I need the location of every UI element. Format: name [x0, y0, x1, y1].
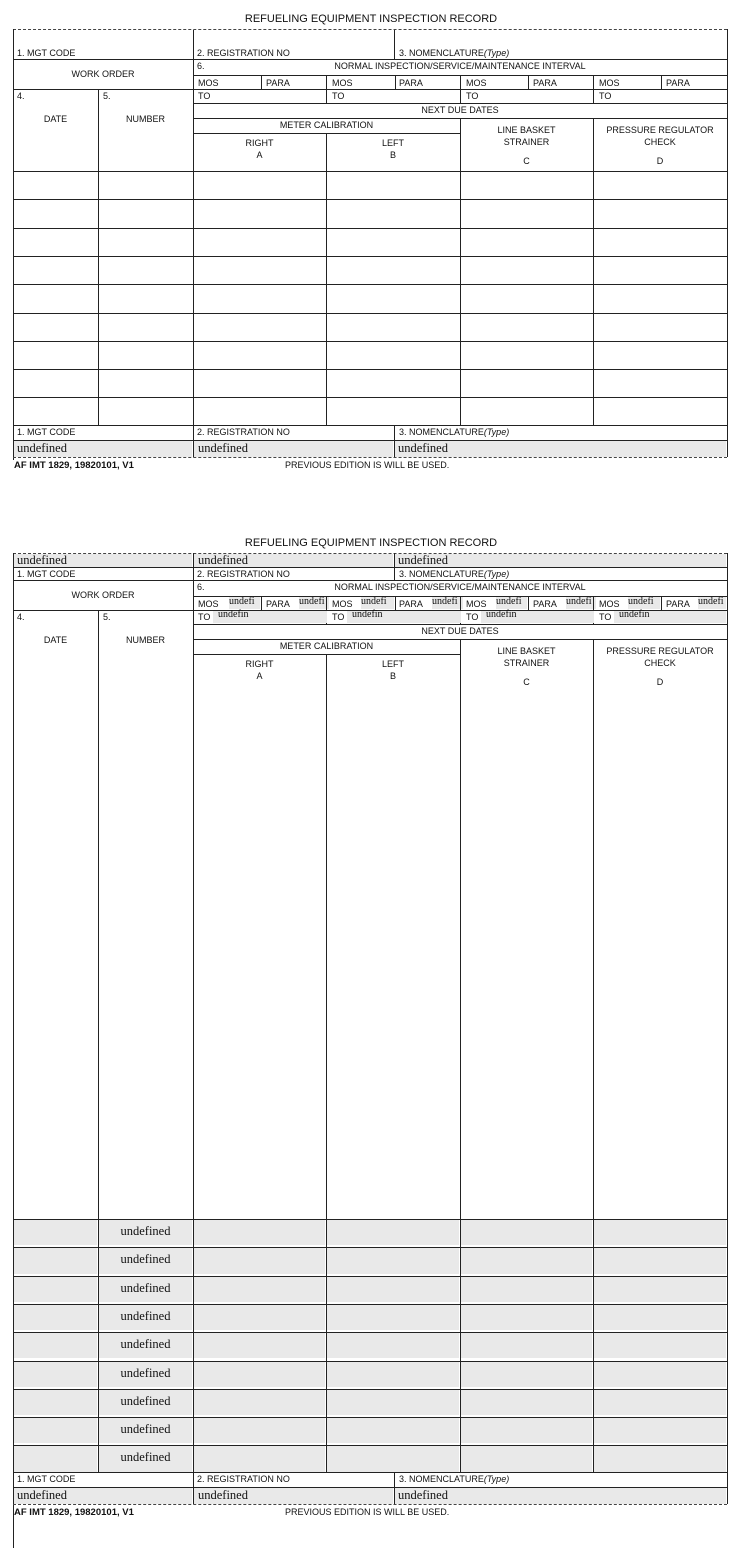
rule-line — [13, 580, 727, 581]
date-field-6[interactable] — [14, 1362, 97, 1387]
left-label: LEFT — [381, 138, 404, 148]
para-label-2: PARA — [399, 599, 423, 609]
rule-line — [13, 1304, 727, 1305]
next-due-label: NEXT DUE DATES — [421, 626, 499, 636]
nomenclature-value: undefined — [398, 553, 448, 567]
rule-line — [13, 369, 727, 370]
left-field-9[interactable] — [327, 1446, 459, 1471]
mos-value-4: undefi — [628, 596, 654, 607]
number-num: 5. — [103, 612, 111, 622]
left-field-2[interactable] — [327, 1248, 459, 1273]
to-label-1: TO — [198, 612, 211, 622]
right-field-4[interactable] — [194, 1305, 325, 1330]
mos-label-3: MOS — [466, 599, 487, 609]
mos-label-4: MOS — [599, 599, 620, 609]
column-line — [593, 75, 594, 103]
date-field-9[interactable] — [14, 1446, 97, 1471]
right-field-7[interactable] — [194, 1390, 325, 1415]
column-line — [395, 75, 396, 89]
bottom-border — [13, 1504, 727, 1505]
rule-line — [13, 228, 727, 229]
next-due-label: NEXT DUE DATES — [421, 105, 499, 115]
para-value-1: undefi — [299, 596, 325, 607]
para-label-2: PARA — [399, 78, 423, 88]
meter-calibration-label: METER CALIBRATION — [279, 120, 374, 130]
rule-line — [13, 284, 727, 285]
line-basket-label-2: STRAINER — [503, 658, 550, 668]
mos-value-3: undefi — [496, 596, 522, 607]
page-title: REFUELING EQUIPMENT INSPECTION RECORD — [244, 537, 498, 549]
to-label-4: TO — [599, 91, 612, 101]
right-label: RIGHT — [245, 138, 274, 148]
mos-label-1: MOS — [198, 78, 219, 88]
edition-note: PREVIOUS EDITION IS WILL BE USED. — [285, 1507, 450, 1517]
nomenclature-label-text: 3. NOMENCLATURE — [399, 569, 484, 579]
bottom-mgt-code-label: 1. MGT CODE — [17, 427, 76, 437]
left-field-4[interactable] — [327, 1305, 459, 1330]
mgt-code-value: undefined — [17, 553, 67, 567]
nomenclature-label — [399, 48, 509, 59]
right-field-5[interactable] — [194, 1333, 325, 1358]
number-label: NUMBER — [125, 114, 165, 124]
left-field-3[interactable] — [327, 1277, 459, 1302]
bottom-mgt-code-value: undefined — [17, 441, 67, 455]
number-value-3: undefined — [120, 1280, 171, 1295]
column-line — [193, 59, 194, 425]
left-label: LEFT — [381, 659, 404, 669]
bottom-registration-value: undefined — [198, 441, 248, 455]
number-num: 5. — [103, 91, 111, 101]
pressure-field-4[interactable] — [594, 1305, 726, 1330]
bottom-nomenclature-hint: (Type) — [483, 1474, 510, 1484]
bottom-registration-label: 2. REGISTRATION NO — [197, 427, 290, 437]
bottom-nomenclature-hint: (Type) — [483, 427, 510, 437]
pressure-regulator-letter: D — [656, 677, 664, 687]
column-line — [460, 118, 461, 425]
para-value-4: undefi — [698, 596, 724, 607]
left-field-5[interactable] — [327, 1333, 459, 1358]
bottom-border — [13, 457, 727, 458]
date-field-5[interactable] — [14, 1333, 97, 1358]
para-label-1: PARA — [266, 78, 290, 88]
para-label-4: PARA — [666, 78, 690, 88]
rule-line — [13, 1332, 727, 1333]
left-field-8[interactable] — [327, 1418, 459, 1443]
mos-label-2: MOS — [332, 78, 353, 88]
bottom-nomenclature-label-text: 3. NOMENCLATURE — [399, 1474, 484, 1484]
date-field-4[interactable] — [14, 1305, 97, 1330]
date-num: 4. — [17, 91, 25, 101]
registration-value: undefined — [198, 553, 248, 567]
pressure-regulator-label: PRESSURE REGULATOR — [606, 125, 714, 135]
column-line — [261, 596, 262, 610]
nomenclature-hint: (Type) — [483, 569, 510, 579]
para-label-3: PARA — [533, 599, 557, 609]
date-num: 4. — [17, 612, 25, 622]
column-line — [460, 75, 461, 103]
column-line — [394, 567, 395, 580]
nomenclature-label — [399, 569, 509, 580]
form-id: AF IMT 1829, 19820101, V1 — [14, 460, 134, 471]
line-basket-field-3[interactable] — [461, 1277, 592, 1302]
date-field-3[interactable] — [14, 1277, 97, 1302]
pressure-regulator-label-2: CHECK — [644, 137, 676, 147]
to-value-2: undefin — [352, 609, 383, 620]
interval-num: 6. — [197, 582, 205, 592]
pressure-field-7[interactable] — [594, 1390, 726, 1415]
meter-calibration-label: METER CALIBRATION — [279, 641, 374, 651]
to-value-4: undefin — [619, 609, 650, 620]
mos-label-4: MOS — [599, 78, 620, 88]
right-field-6[interactable] — [194, 1362, 325, 1387]
number-value-9: undefined — [120, 1450, 171, 1465]
page-title: REFUELING EQUIPMENT INSPECTION RECORD — [244, 13, 498, 25]
mos-label-3: MOS — [466, 78, 487, 88]
pressure-field-6[interactable] — [594, 1362, 726, 1387]
number-value-2: undefined — [120, 1252, 171, 1267]
registration-label: 2. REGISTRATION NO — [197, 48, 290, 58]
number-value-7: undefined — [120, 1393, 171, 1408]
line-basket-field-1[interactable] — [461, 1220, 592, 1245]
date-field-7[interactable] — [14, 1390, 97, 1415]
column-line — [394, 1472, 395, 1504]
number-value-6: undefined — [120, 1365, 171, 1380]
left-border — [13, 29, 14, 457]
number-value-8: undefined — [120, 1422, 171, 1437]
right-field-3[interactable] — [194, 1277, 325, 1302]
bottom-nomenclature-value: undefined — [398, 441, 448, 455]
date-field-8[interactable] — [14, 1418, 97, 1443]
right-field-8[interactable] — [194, 1418, 325, 1443]
rule-line — [13, 1276, 727, 1277]
to-label-4: TO — [599, 612, 612, 622]
rule-line — [13, 256, 727, 257]
left-field-7[interactable] — [327, 1390, 459, 1415]
pressure-field-2[interactable] — [594, 1248, 726, 1273]
right-field-2[interactable] — [194, 1248, 325, 1273]
to-label-1: TO — [198, 91, 211, 101]
bottom-nomenclature-value: undefined — [398, 1488, 448, 1502]
date-field-2[interactable] — [14, 1248, 97, 1273]
form-id: AF IMT 1829, 19820101, V1 — [14, 1507, 134, 1518]
column-line — [661, 596, 662, 610]
to-label-2: TO — [332, 612, 345, 622]
left-letter: B — [389, 150, 396, 160]
mos-value-1: undefi — [229, 596, 255, 607]
right-field-9[interactable] — [194, 1446, 325, 1471]
bottom-registration-value: undefined — [198, 1488, 248, 1502]
to-label-2: TO — [332, 91, 345, 101]
pressure-field-8[interactable] — [594, 1418, 726, 1443]
work-order-label: WORK ORDER — [71, 69, 135, 79]
left-border — [13, 553, 14, 1504]
rule-line — [13, 1445, 727, 1446]
edition-note: PREVIOUS EDITION IS WILL BE USED. — [285, 460, 450, 470]
column-line — [193, 1472, 194, 1504]
mgt-code-label: 1. MGT CODE — [17, 48, 76, 58]
interval-label: NORMAL INSPECTION/SERVICE/MAINTENANCE INTERVAL — [334, 61, 586, 71]
rule-line — [13, 567, 727, 568]
line-basket-field-4[interactable] — [461, 1305, 592, 1330]
bottom-nomenclature-label — [399, 1474, 509, 1485]
date-label: DATE — [43, 114, 68, 124]
column-line — [593, 118, 594, 425]
left-letter: B — [389, 671, 396, 681]
pressure-field-1[interactable] — [594, 1220, 726, 1245]
para-value-3: undefi — [566, 596, 592, 607]
rule-line — [13, 341, 727, 342]
work-order-label: WORK ORDER — [71, 590, 135, 600]
left-field-1[interactable] — [327, 1220, 459, 1245]
rule-line — [13, 199, 727, 200]
pressure-regulator-label: PRESSURE REGULATOR — [606, 646, 714, 656]
pressure-regulator-letter: D — [656, 156, 664, 166]
right-border — [727, 29, 728, 457]
pressure-field-5[interactable] — [594, 1333, 726, 1358]
rule-line — [13, 1417, 727, 1418]
mos-label-2: MOS — [332, 599, 353, 609]
column-line — [326, 133, 327, 425]
para-value-2: undefi — [432, 596, 458, 607]
interval-num: 6. — [197, 61, 205, 71]
column-line — [528, 75, 529, 89]
line-basket-label: LINE BASKET — [497, 646, 556, 656]
para-label-3: PARA — [533, 78, 557, 88]
column-line — [193, 425, 194, 457]
interval-label: NORMAL INSPECTION/SERVICE/MAINTENANCE INTERVAL — [334, 582, 586, 592]
column-line — [193, 567, 194, 580]
column-line — [326, 75, 327, 103]
column-line — [394, 425, 395, 457]
para-label-1: PARA — [266, 599, 290, 609]
rule-line — [13, 59, 727, 60]
top-border — [13, 29, 727, 30]
column-line — [395, 596, 396, 610]
pressure-regulator-label-2: CHECK — [644, 658, 676, 668]
right-border — [727, 553, 728, 1504]
to-value-1: undefin — [218, 609, 249, 620]
line-basket-field-7[interactable] — [461, 1390, 592, 1415]
rule-line — [13, 1472, 727, 1473]
to-label-3: TO — [466, 91, 479, 101]
rule-line — [13, 1361, 727, 1362]
registration-label: 2. REGISTRATION NO — [197, 569, 290, 579]
column-line — [261, 75, 262, 89]
to-label-3: TO — [466, 612, 479, 622]
line-basket-field-8[interactable] — [461, 1418, 592, 1443]
right-field-1[interactable] — [194, 1220, 325, 1245]
column-line — [193, 30, 194, 59]
pressure-field-3[interactable] — [594, 1277, 726, 1302]
right-letter: A — [256, 150, 263, 160]
rule-line — [13, 1247, 727, 1248]
rule-line — [13, 171, 727, 172]
right-letter: A — [256, 671, 263, 681]
to-value-3: undefin — [486, 609, 517, 620]
date-label: DATE — [43, 635, 68, 645]
rule-line — [13, 89, 727, 90]
line-basket-field-2[interactable] — [461, 1248, 592, 1273]
bottom-nomenclature-label-text: 3. NOMENCLATURE — [399, 427, 484, 437]
line-basket-letter: C — [523, 677, 530, 687]
number-value-4: undefined — [120, 1308, 171, 1323]
pressure-field-9[interactable] — [594, 1446, 726, 1471]
number-label: NUMBER — [125, 635, 165, 645]
line-basket-letter: C — [523, 156, 530, 166]
mgt-code-label: 1. MGT CODE — [17, 569, 76, 579]
para-label-4: PARA — [666, 599, 690, 609]
line-basket-label: LINE BASKET — [497, 125, 556, 135]
mos-label-1: MOS — [198, 599, 219, 609]
nomenclature-label-text: 3. NOMENCLATURE — [399, 48, 484, 58]
left-field-6[interactable] — [327, 1362, 459, 1387]
column-line — [98, 89, 99, 425]
rule-line — [193, 103, 727, 104]
rule-line — [13, 425, 727, 426]
bottom-mgt-code-label: 1. MGT CODE — [17, 1474, 76, 1484]
rule-line — [13, 397, 727, 398]
bottom-registration-label: 2. REGISTRATION NO — [197, 1474, 290, 1484]
number-value-1: undefined — [120, 1224, 171, 1238]
line-basket-field-6[interactable] — [461, 1362, 592, 1387]
rule-line — [193, 624, 727, 625]
bottom-nomenclature-label — [399, 427, 509, 438]
rule-line — [13, 1389, 727, 1390]
number-value-5: undefined — [120, 1337, 171, 1352]
nomenclature-hint: (Type) — [483, 48, 510, 58]
date-field-1[interactable] — [14, 1220, 97, 1245]
line-basket-field-9[interactable] — [461, 1446, 592, 1471]
rule-line — [13, 313, 727, 314]
column-line — [528, 596, 529, 610]
line-basket-field-5[interactable] — [461, 1333, 592, 1358]
bottom-mgt-code-value: undefined — [17, 1488, 67, 1502]
column-line — [394, 30, 395, 59]
line-basket-label-2: STRAINER — [503, 137, 550, 147]
mos-value-2: undefi — [361, 596, 387, 607]
right-label: RIGHT — [245, 659, 274, 669]
column-line — [661, 75, 662, 89]
